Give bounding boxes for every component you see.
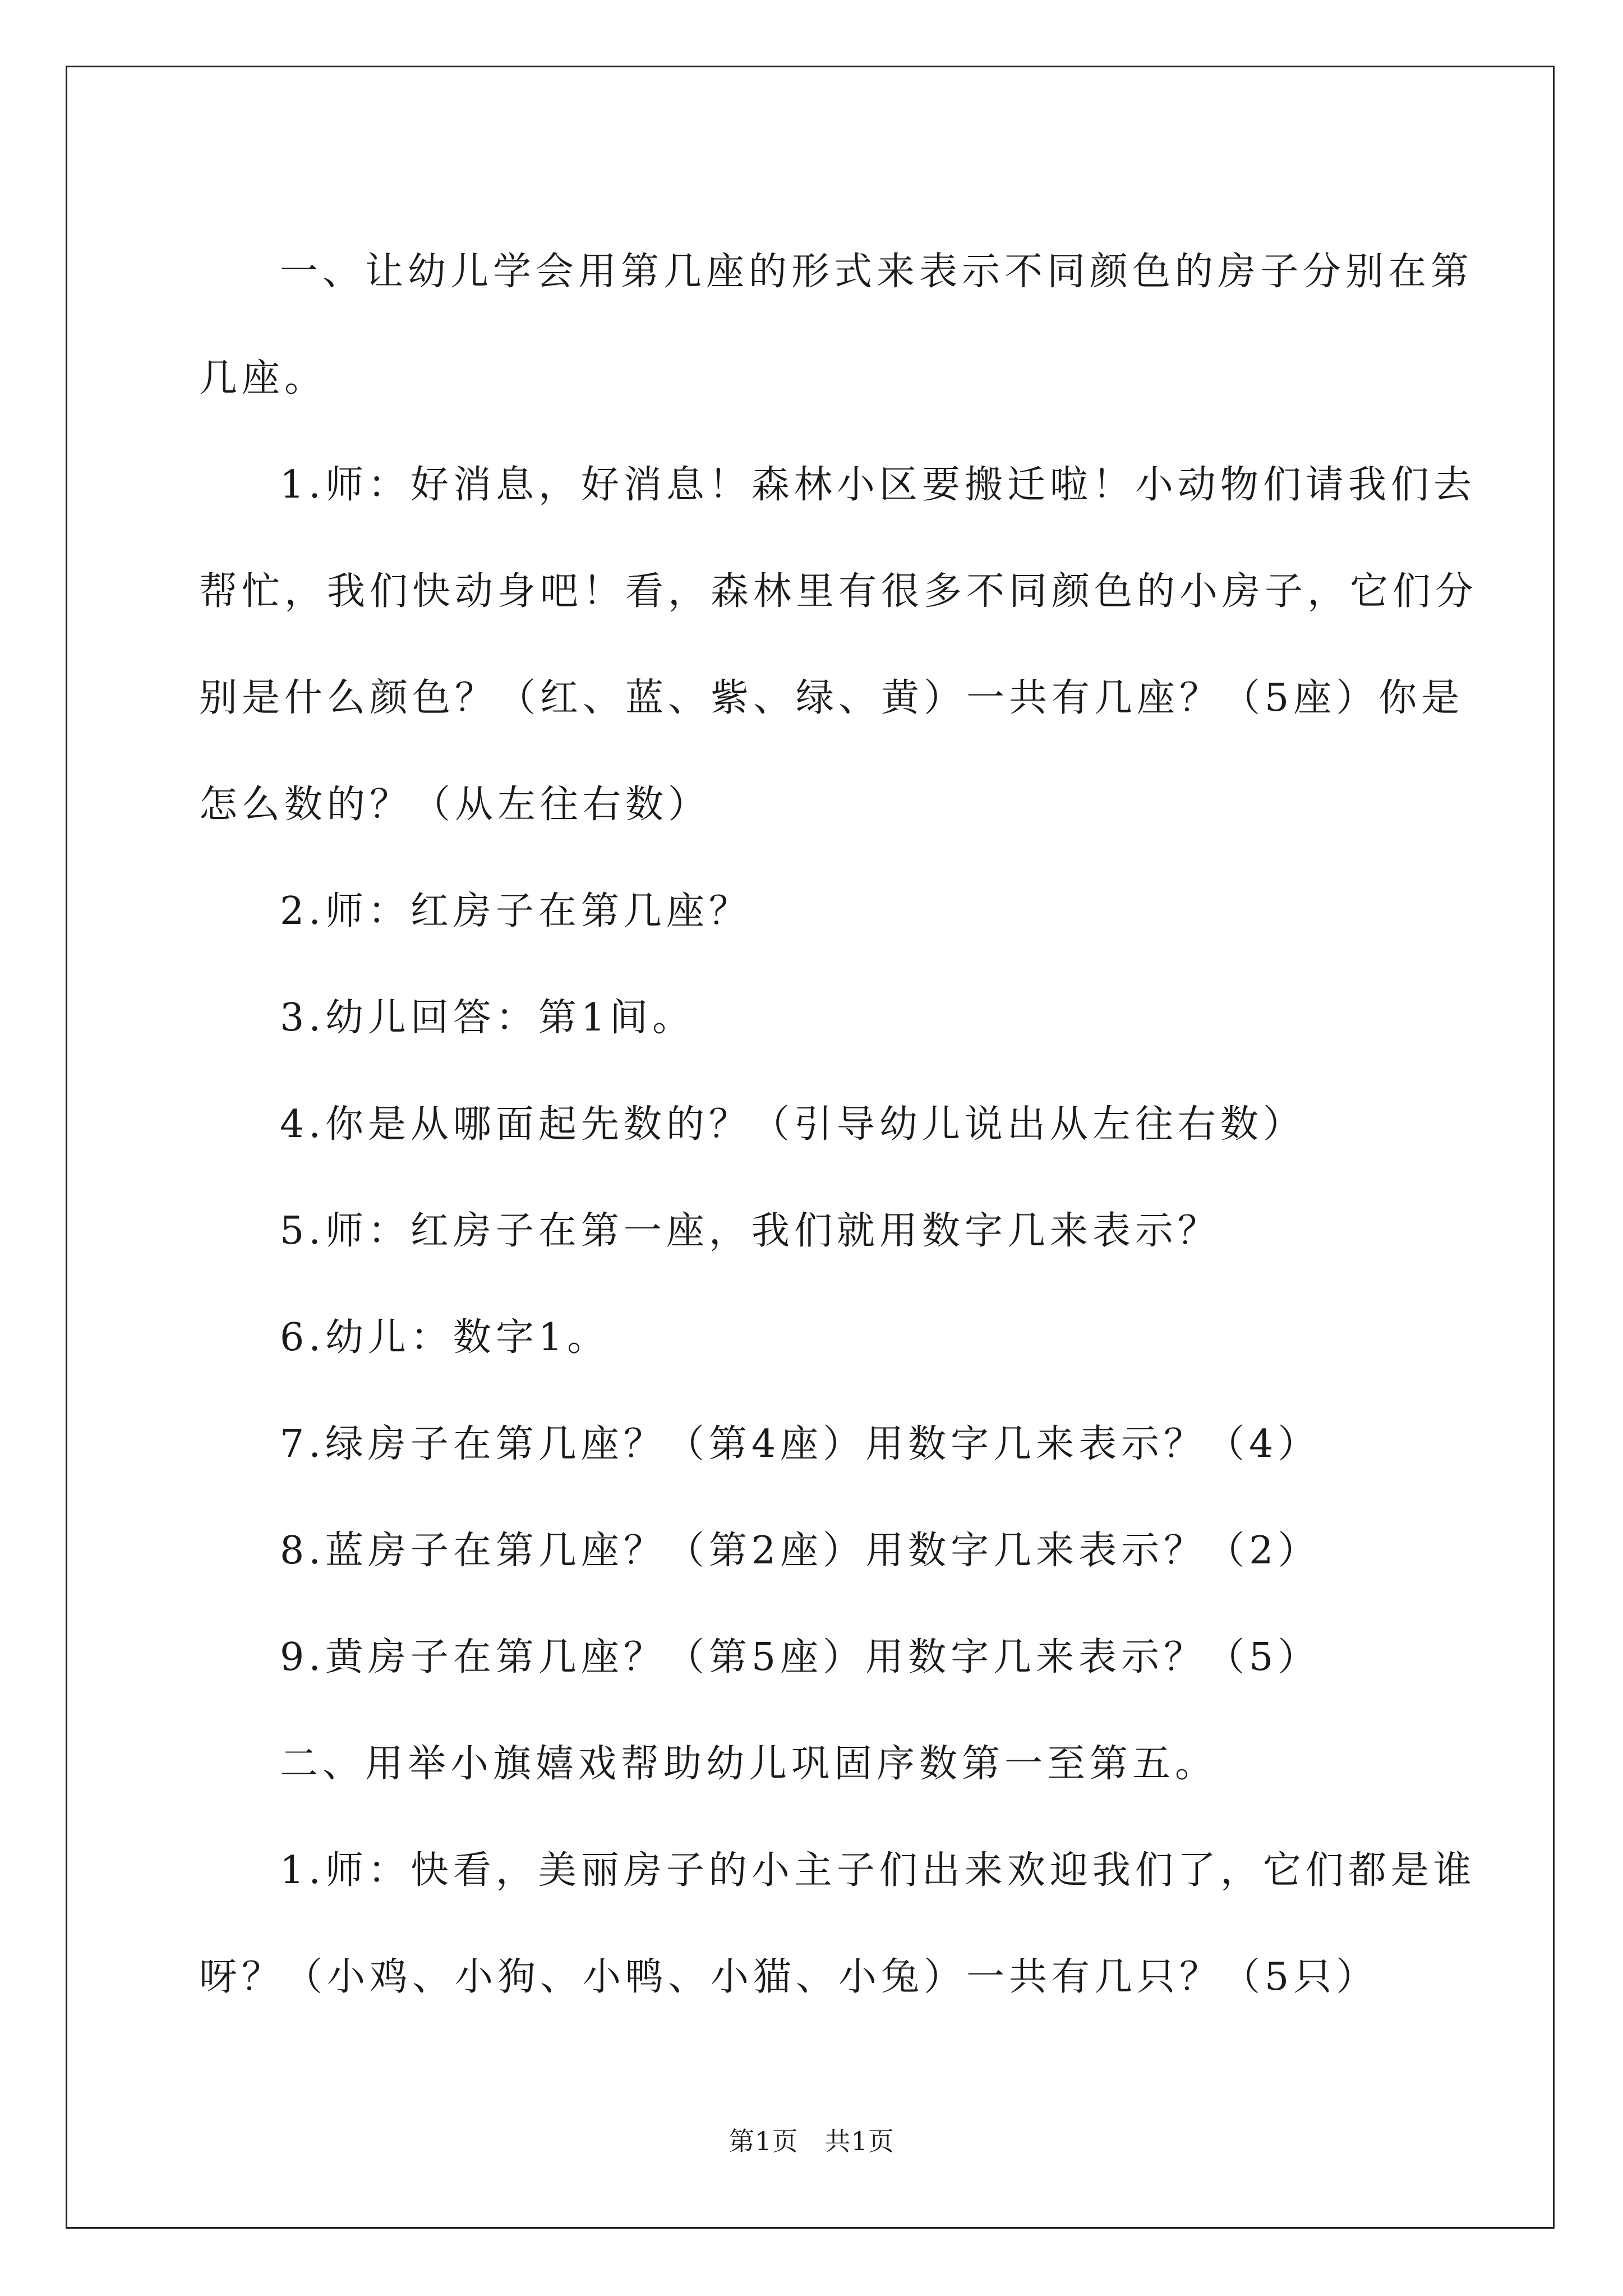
page-footer bbox=[0, 2124, 1623, 2158]
text-line: 别是什么颜色？（红、蓝、紫、绿、黄）一共有几座？（5座）你是 bbox=[199, 676, 1464, 720]
text-line: 5.师：红房子在第一座，我们就用数字几来表示？ bbox=[280, 1209, 1220, 1253]
text-line: 7.绿房子在第几座？（第4座）用数字几来表示？（4） bbox=[280, 1422, 1321, 1466]
text-line: 6.幼儿：数字1。 bbox=[280, 1315, 610, 1360]
text-line: 1.师：快看，美丽房子的小主子们出来欢迎我们了，它们都是谁 bbox=[280, 1848, 1476, 1893]
text-line: 二、用举小旗嬉戏帮助幼儿巩固序数第一至第五。 bbox=[280, 1742, 1218, 1786]
text-line: 8.蓝房子在第几座？（第2座）用数字几来表示？（2） bbox=[280, 1529, 1321, 1573]
text-line: 呀？（小鸡、小狗、小鸭、小猫、小兔）一共有几只？（5只） bbox=[199, 1955, 1379, 1999]
document-body bbox=[199, 219, 1478, 2031]
text-line: 1.师：好消息，好消息！森林小区要搬迁啦！小动物们请我们去 bbox=[280, 463, 1476, 507]
text-line: 2.师：红房子在第几座？ bbox=[280, 889, 751, 933]
text-line: 3.幼儿回答：第1间。 bbox=[280, 996, 695, 1040]
page-number: 第1页 bbox=[728, 2126, 799, 2156]
page-total: 共1页 bbox=[824, 2126, 895, 2156]
text-line: 9.黄房子在第几座？（第5座）用数字几来表示？（5） bbox=[280, 1635, 1321, 1680]
text-line: 几座。 bbox=[199, 356, 328, 401]
text-line: 一、让幼儿学会用第几座的形式来表示不同颜色的房子分别在第 bbox=[280, 250, 1474, 294]
text-line: 4.你是从哪面起先数的？（引导幼儿说出从左往右数） bbox=[280, 1102, 1306, 1147]
text-line: 怎么数的？（从左往右数） bbox=[199, 783, 711, 827]
text-line: 帮忙，我们快动身吧！看，森林里有很多不同颜色的小房子，它们分 bbox=[199, 569, 1478, 614]
